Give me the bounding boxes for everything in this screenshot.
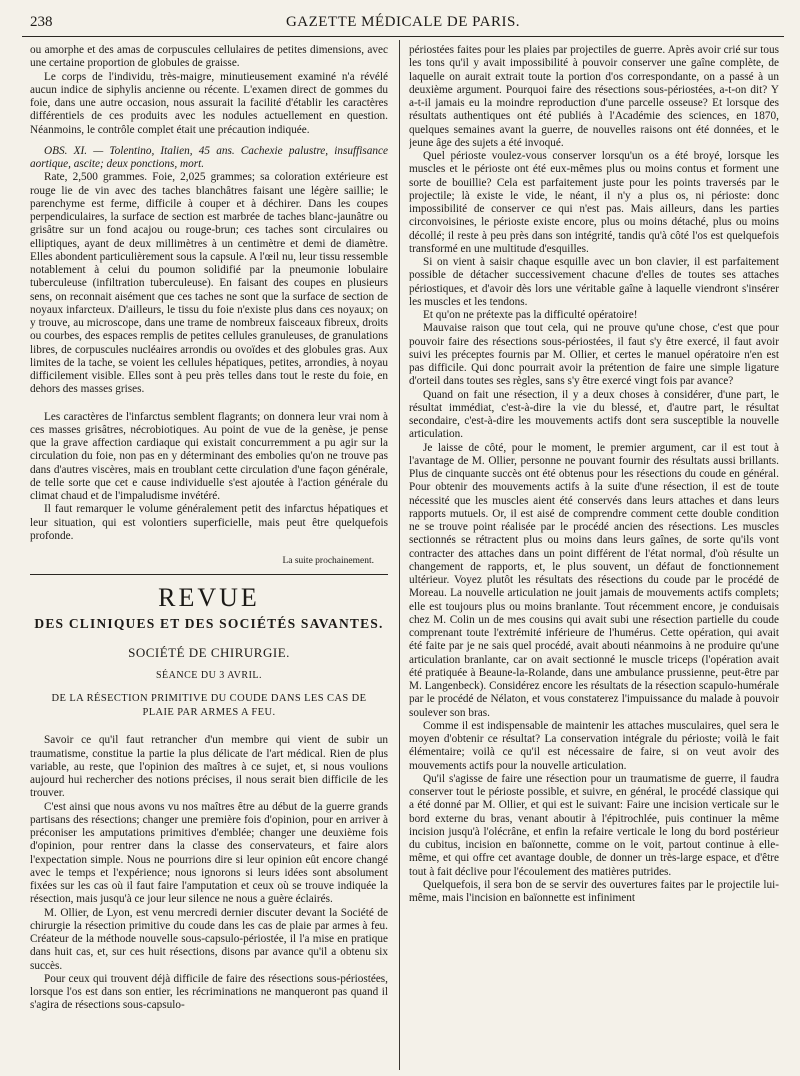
page-header [22, 10, 784, 37]
paragraph: M. Ollier, de Lyon, est venu mercredi dernier discuter devant la Société de chirurgie la résection primitive du coude dans les cas de plaie par armes à feu. Créateur de la méthode nouvelle sous-capsulo-périostée, il l'a mise en pratique dans huit cas, et, sur ces huit résections, disons par avance qu'il a obtenu six succès. [30, 906, 388, 972]
column-divider [399, 40, 400, 1070]
paragraph: Pour ceux qui trouvent déjà difficile de faire des résections sous-périostées, lorsque l'os est dans son entier, les récriminations ne manqueront pas quand il s'agira de résections sous-capsulo- [30, 972, 388, 1012]
paragraph: Je laisse de côté, pour le moment, le premier argument, car il est tout à l'avantage de M. Ollier, personne ne pouvant fournir des résultats aussi brillants. Plus de cinquante succès ont été obtenus pour les résections du coude en général. Pour obtenir des mouvements actifs à la suite d'une résection, il est de toute nécessité que les muscles aient été conservés dans leurs attaches et dans leurs rapports mutuels. Or, il est aisé de comprendre comment cette double condition ne se trouve point réalisée par le procédé ancien des résections. Les muscles sectionnés se rétractent plus ou moins dans leurs gaînes, de sorte qu'ils vont contracter des attaches dans un point différent de l'état normal, d'où résulte un changement de rapports, et, le plus souvent, un défaut de fonctionnement ultérieur. Voyez plutôt les résultats des résections du coude par le procédé de Moreau. La nouvelle articulation ne jouit jamais de mouvements actifs complets; elle est toujours plus ou moins branlante. Tout récemment encore, je conduisais chez M. Colin un de mes cousins qui avait subi une résection partielle du coude comprenant toute l'extrémité inférieure de l'humérus. Cette opération, qui avait été faite par je ne sais quel procédé, avait abouti néanmoins à ne produire qu'une articulation branlante, car on avait sectionné le muscle triceps (l'opération avait été pratiquée à Beaune-la-Rolande, dans une ambulance prussienne, peut-être par M. Langenbeck). Considérez encore les résultats de la résection scapulo-humérale par le procédé de Nélaton, et vous constaterez l'impuissance du malade à pouvoir soulever son bras. [409, 441, 779, 719]
journal-title: GAZETTE MÉDICALE DE PARIS. [285, 14, 521, 30]
session-date: SÉANCE DU 3 AVRIL. [155, 670, 263, 682]
paragraph: ou amorphe et des amas de corpuscules cellulaires de petites dimensions, avec une certaine proportion de globules de graisse. [30, 44, 388, 70]
paragraph: Quand on fait une résection, il y a deux choses à considérer, d'une part, le résultat immédiat, c'est-à-dire la vie du blessé, et, d'autre part, le résultat secondaire, c'est-à-dire les mouvements actifs dont sera susceptible la nouvelle articulation. [409, 388, 779, 441]
observation-heading: OBS. XI. — Tolentino, Italien, 45 ans. Cachexie palustre, insuffisance aortique, ascite; deux ponctions, mort. [30, 144, 388, 170]
paragraph: Si on vient à saisir chaque esquille avec un bon clavier, il est parfaitement possible de détacher successivement chacune d'elles de toutes ses attaches périostiques, et d'avoir dès lors une véritable gaîne à laquelle viendront s'insérer les muscles et les tendons. [409, 256, 779, 308]
left-column [30, 44, 388, 1072]
paragraph: Mauvaise raison que tout cela, qui ne prouve qu'une chose, c'est que pour pouvoir faire des résections sous-périostées, il faut s'y être exercé, il faut avoir suivi les préceptes fournis par M. Ollier, et certes le manuel opératoire n'en est pas difficile. Qui donc pourrait avoir la prétention de faire une simple ligature d'orteil dans toutes ses règles, sans s'y être exercé vingt fois par avance? [409, 322, 779, 388]
paragraph: Savoir ce qu'il faut retrancher d'un membre qui vient de subir un traumatisme, constitue la partie la plus délicate de l'art médical. Rien de plus variable, au reste, que l'opinion des maîtres à ce sujet, et, si nous voulions aujourd hui rechercher des notions précises, il nous serait bien difficile de les trouver. [30, 734, 388, 800]
paragraph: Qu'il s'agisse de faire une résection pour un traumatisme de guerre, il faudra conserver tout le périoste possible, et suivre, en général, le procédé classique qui a été donné par M. Ollier, et qui est le suivant: Faire une incision verticale sur le bord externe du bras, venant aboutir à l'épitrochlée, puis continuer la même incision jusqu'à l'olécrâne, et enfin la refaire verticale le long du bord postérieur du cubitus, incision en baïonnette, comme on le voit, partout continue à elle-même, et qui offre cet avantage double, de donner un très-large espace, et d'être tout à fait déclive pour l'écoulement des matières putrides. [409, 772, 779, 878]
society-heading: SOCIÉTÉ DE CHIRURGIE. [128, 645, 290, 661]
section-divider [30, 574, 388, 575]
page-number: 238 [30, 14, 53, 30]
right-column [409, 44, 779, 1072]
paragraph: périostées faites pour les plaies par projectiles de guerre. Après avoir crié sur tous les tons qu'il y avait impossibilité à pouvoir conserver une gaîne complète, de laquelle on aurait extrait toute la portion d'os correspondante, on a passé à un deuxième argument. Pourquoi faire des résections sous-périostées, a-t-on dit? Y a-t-il jamais eu la moindre reproduction d'une parcelle osseuse? Et lorsque des résultats authentiques ont été publiés à l'Académie des sciences, en 1870, quelques semaines avant la guerre, de nouvelles raisons ont été données, et le jeune âge des sujets a été invoqué. [409, 44, 779, 149]
paragraph: Quel périoste voulez-vous conserver lorsqu'un os a été broyé, lorsque les muscles et le périoste ont été eux-mêmes plus ou moins contus et forment une sorte de bouillie? Cela est parfaitement juste pour les points traversés par le projectile; là existe le vide, le néant, il n'y a plus os, ni périoste: donc impossibilité de conserver ce qui n'est pas. Mais ailleurs, dans les parties circonvoisines, le périoste existe encore, plus ou moins détaché, plus ou moins décollé; il reste à peu près dans son intégrité, tandis qu'à côté l'os est quelquefois transformé en une multitude d'esquilles. [409, 150, 779, 255]
paragraph: C'est ainsi que nous avons vu nos maîtres être au début de la guerre grands partisans des résections; changer une première fois d'opinion, pour en arriver à préconiser les amputations primitives d'emblée; changer une deuxième fois d'opinion, pour rentrer dans la classe des conservateurs, et faire alors l'expectation simple. Nous ne pourrions dire si leur opinion eût encore changé avec le temps et l'expérience; nous ignorons si leurs idées sont absolument fixées sur les cas où il faut faire l'amputation et ceux où se trouve indiquée la résection, mais jusqu'à ce jour leur silence ne nous a guère éclairés. [30, 800, 388, 906]
paragraph: Il faut remarquer le volume généralement petit des infarctus hépatiques et leur situation, qui est volontiers superficielle, mais peut être quelquefois profonde. [30, 503, 388, 542]
section-subtitle: DES CLINIQUES ET DES SOCIÉTÉS SAVANTES. [34, 616, 384, 632]
continued-note: La suite prochainement. [282, 556, 374, 566]
paragraph: Rate, 2,500 grammes. Foie, 2,025 grammes; sa coloration extérieure est rouge lie de vin avec des taches blanchâtres faisant une légère saillie; le parenchyme est ferme, difficile à couper et à déchirer. Dans les coupes perpendiculaires, la surface de section est marbrée de taches blanc-jaunâtre ou grisâtre sur un fond acajou ou rouge-brun; ces taches sont circulaires ou elliptiques, ayant de deux millimètres à un centimètre et demi de diamètre. Elles abondent particulièrement sous la capsule. A l'œil nu, leur tissu ressemble notablement à celui du poumon solidifié par la pneumonie lobulaire tuberculeuse (infiltration tuberculeuse). En faisant des coupes en plusieurs sens, on reconnait aisément que ces taches ne sont que la surface de section de noyaux infarcteux. D'ailleurs, le tissu du foie n'existe plus dans ces noyaux; on y trouve, au microscope, dans une trame de nombreux faisceaux fibreux, droits ou courbes, des espaces remplis de petites cellules granuleuses, de granulations libres, de corpuscules nucléaires arrondis ou ovoïdes et des globules gras. Aux limites de la tache, se voient les cellules hépatiques, petites, arrondies, à noyau difficilement visible. Elles sont à peu près telles dans tout le reste du foie, en dehors des masses grises. [30, 171, 388, 396]
paragraph: Comme il est indispensable de maintenir les attaches musculaires, quel sera le moyen d'obtenir ce résultat? La conservation intégrale du périoste; voilà le fait élémentaire; voilà ce qu'il est nécessaire de faire, si on veut avoir des mouvements actifs pour la nouvelle articulation. [409, 719, 779, 772]
paragraph: Quelquefois, il sera bon de se servir des ouvertures faites par le projectile lui-même, mais l'incision en baïonnette est infiniment [409, 878, 779, 904]
paragraph: Le corps de l'individu, très-maigre, minutieusement examiné n'a révélé aucun indice de siphylis ancienne ou récente. L'examen direct de gommes du foie, dans une autre occasion, nous assurait la facilité d'établir les caractères différentiels de ces produits avec les nodules actuellement en question. Néanmoins, le contrôle complet était une précaution indiquée. [30, 70, 388, 136]
paragraph: Les caractères de l'infarctus semblent flagrants; on donnera leur vrai nom à ces masses grisâtres, nécrobiotiques. Au point de vue de la genèse, je pense que la grave affection cardiaque qui existait concurremment a pu agir sur la circulation du foie, non pas en y déterminant des embolies qu'on ne trouve pas dans d'autres viscères, mais en troublant cette circulation d'une façon générale, de telle sorte que cet e cause individuelle s'est ajoutée à l'action générale du climat chaud et de l'impaludisme invétéré. [30, 410, 388, 502]
section-title: REVUE [158, 583, 260, 613]
article-title: DE LA RÉSECTION PRIMITIVE DU COUDE DANS LES CAS DE PLAIE PAR ARMES A FEU. [51, 693, 367, 719]
paragraph: Et qu'on ne prétexte pas la difficulté opératoire! [423, 309, 638, 321]
